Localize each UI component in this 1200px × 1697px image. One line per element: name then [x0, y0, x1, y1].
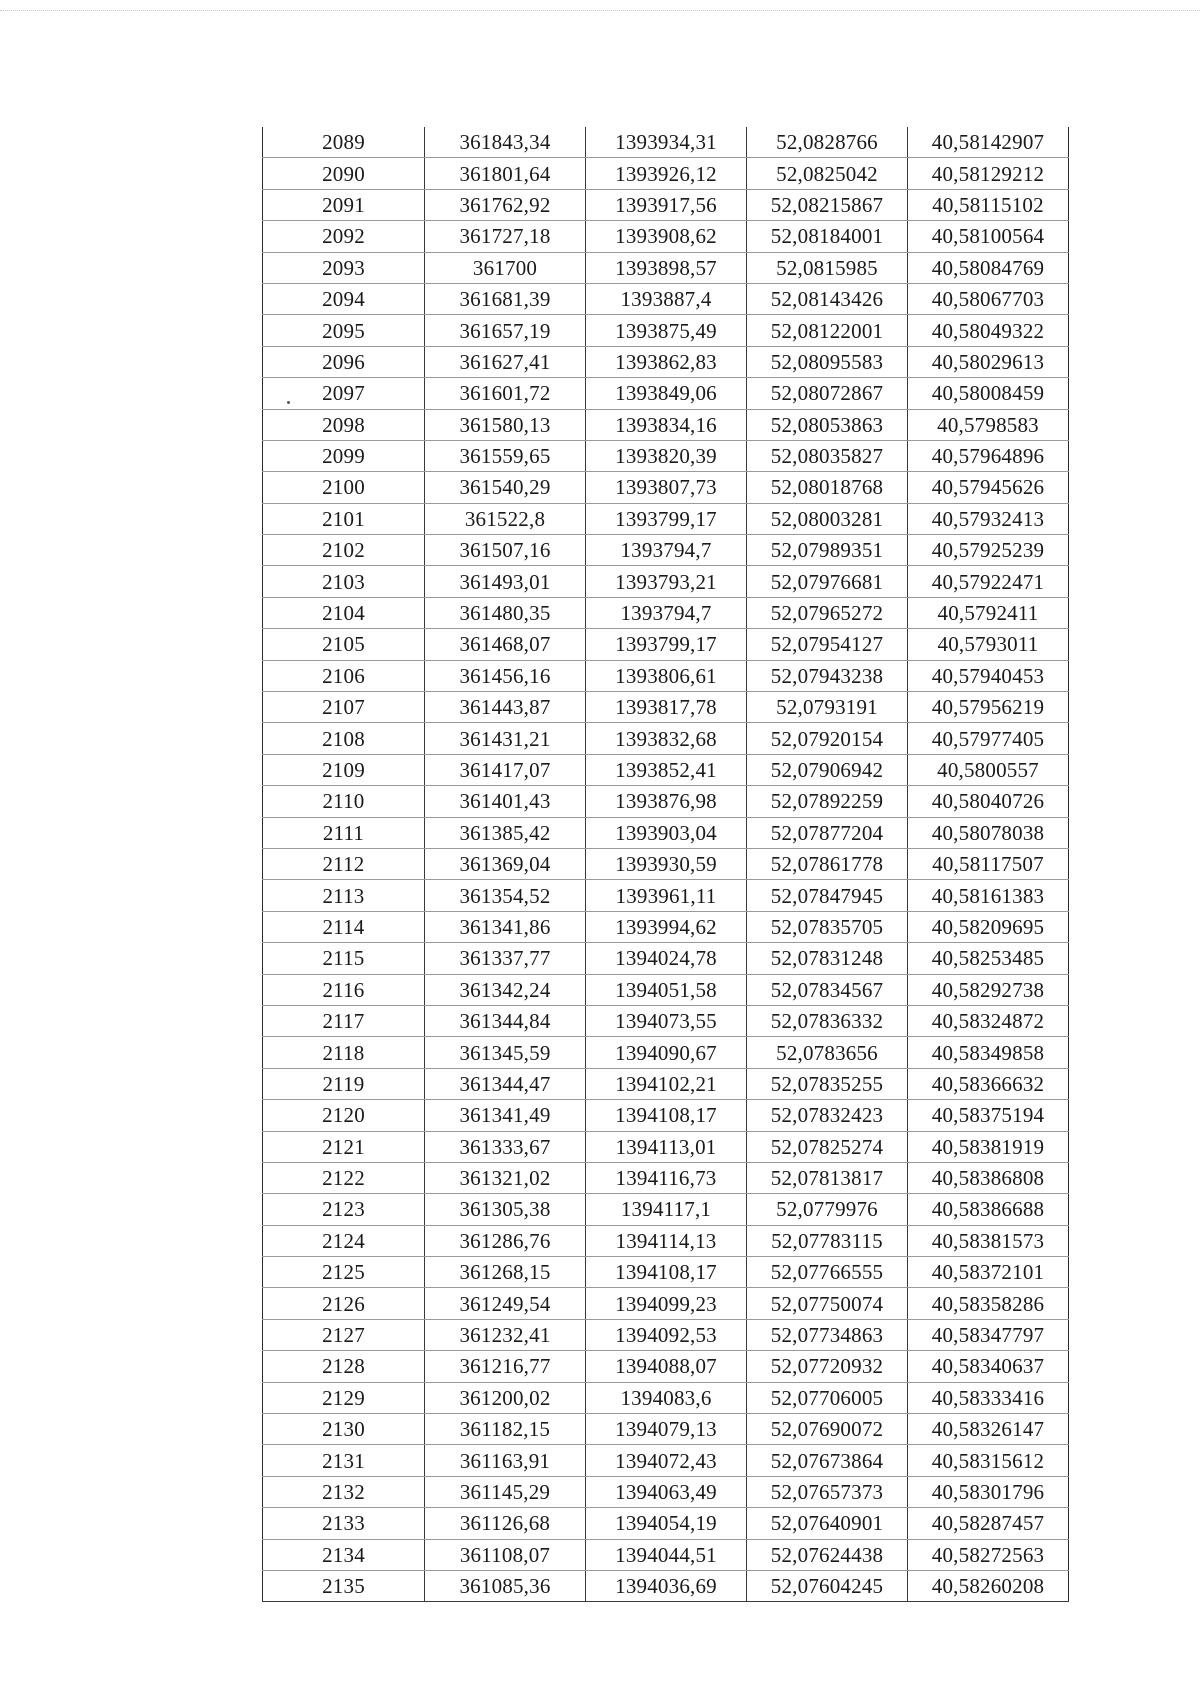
point-number-cell: 2127 [263, 1319, 425, 1350]
point-number-cell: 2102 [263, 535, 425, 566]
latitude-cell: 52,07989351 [747, 535, 908, 566]
x-coordinate-cell: 361456,16 [425, 660, 586, 691]
x-coordinate-cell: 361443,87 [425, 692, 586, 723]
longitude-cell: 40,58115102 [908, 189, 1069, 220]
table-row [263, 566, 1069, 597]
longitude-cell: 40,58049322 [908, 315, 1069, 346]
x-coordinate-cell: 361333,67 [425, 1131, 586, 1162]
point-number-cell: 2099 [263, 440, 425, 471]
table-row [263, 1131, 1069, 1162]
x-coordinate-cell: 361345,59 [425, 1037, 586, 1068]
table-row [263, 1068, 1069, 1099]
point-number-cell: 2133 [263, 1508, 425, 1539]
longitude-cell: 40,57945626 [908, 472, 1069, 503]
longitude-cell: 40,5800557 [908, 754, 1069, 785]
x-coordinate-cell: 361354,52 [425, 880, 586, 911]
longitude-cell: 40,58100564 [908, 221, 1069, 252]
x-coordinate-cell: 361417,07 [425, 754, 586, 785]
longitude-cell: 40,58209695 [908, 911, 1069, 942]
table-row [263, 1570, 1069, 1601]
x-coordinate-cell: 361268,15 [425, 1257, 586, 1288]
y-coordinate-cell: 1394108,17 [586, 1257, 747, 1288]
table-row [263, 503, 1069, 534]
latitude-cell: 52,08003281 [747, 503, 908, 534]
longitude-cell: 40,58366632 [908, 1068, 1069, 1099]
table-row [263, 1508, 1069, 1539]
longitude-cell: 40,58381919 [908, 1131, 1069, 1162]
longitude-cell: 40,58347797 [908, 1319, 1069, 1350]
y-coordinate-cell: 1393994,62 [586, 911, 747, 942]
point-number-cell: 2105 [263, 629, 425, 660]
latitude-cell: 52,07706005 [747, 1382, 908, 1413]
point-number-cell: 2094 [263, 283, 425, 314]
longitude-cell: 40,58142907 [908, 127, 1069, 158]
latitude-cell: 52,07835705 [747, 911, 908, 942]
x-coordinate-cell: 361843,34 [425, 127, 586, 158]
y-coordinate-cell: 1393799,17 [586, 629, 747, 660]
point-number-cell: 2100 [263, 472, 425, 503]
x-coordinate-cell: 361480,35 [425, 597, 586, 628]
point-number-cell: 2130 [263, 1414, 425, 1445]
latitude-cell: 52,07906942 [747, 754, 908, 785]
y-coordinate-cell: 1393862,83 [586, 346, 747, 377]
point-number-cell: 2129 [263, 1382, 425, 1413]
y-coordinate-cell: 1393794,7 [586, 535, 747, 566]
y-coordinate-cell: 1394083,6 [586, 1382, 747, 1413]
table-row [263, 629, 1069, 660]
x-coordinate-cell: 361342,24 [425, 974, 586, 1005]
table-row [263, 723, 1069, 754]
x-coordinate-cell: 361321,02 [425, 1162, 586, 1193]
table-row [263, 974, 1069, 1005]
longitude-cell: 40,5792411 [908, 597, 1069, 628]
point-number-cell: 2118 [263, 1037, 425, 1068]
table-row [263, 817, 1069, 848]
y-coordinate-cell: 1393917,56 [586, 189, 747, 220]
longitude-cell: 40,58067703 [908, 283, 1069, 314]
latitude-cell: 52,07624438 [747, 1539, 908, 1570]
longitude-cell: 40,58340637 [908, 1351, 1069, 1382]
y-coordinate-cell: 1393849,06 [586, 378, 747, 409]
point-number-cell: 2119 [263, 1068, 425, 1099]
table-row [263, 692, 1069, 723]
y-coordinate-cell: 1393875,49 [586, 315, 747, 346]
y-coordinate-cell: 1393852,41 [586, 754, 747, 785]
x-coordinate-cell: 361232,41 [425, 1319, 586, 1350]
point-number-cell: 2121 [263, 1131, 425, 1162]
latitude-cell: 52,08095583 [747, 346, 908, 377]
y-coordinate-cell: 1394044,51 [586, 1539, 747, 1570]
longitude-cell: 40,58008459 [908, 378, 1069, 409]
longitude-cell: 40,58386688 [908, 1194, 1069, 1225]
point-number-cell: 2107 [263, 692, 425, 723]
point-number-cell: 2135 [263, 1570, 425, 1601]
latitude-cell: 52,0815985 [747, 252, 908, 283]
table-row [263, 283, 1069, 314]
y-coordinate-cell: 1394036,69 [586, 1570, 747, 1601]
point-number-cell: 2095 [263, 315, 425, 346]
y-coordinate-cell: 1393817,78 [586, 692, 747, 723]
point-number-cell: 2125 [263, 1257, 425, 1288]
table-row [263, 378, 1069, 409]
latitude-cell: 52,07825274 [747, 1131, 908, 1162]
table-row [263, 409, 1069, 440]
x-coordinate-cell: 361085,36 [425, 1570, 586, 1601]
longitude-cell: 40,58315612 [908, 1445, 1069, 1476]
table-row [263, 1288, 1069, 1319]
point-number-cell: 2097 [263, 378, 425, 409]
table-row [263, 221, 1069, 252]
latitude-cell: 52,07976681 [747, 566, 908, 597]
point-number-cell: 2114 [263, 911, 425, 942]
latitude-cell: 52,07954127 [747, 629, 908, 660]
latitude-cell: 52,0793191 [747, 692, 908, 723]
x-coordinate-cell: 361126,68 [425, 1508, 586, 1539]
y-coordinate-cell: 1393887,4 [586, 283, 747, 314]
longitude-cell: 40,58078038 [908, 817, 1069, 848]
latitude-cell: 52,07831248 [747, 943, 908, 974]
point-number-cell: 2104 [263, 597, 425, 628]
table-row [263, 1037, 1069, 1068]
y-coordinate-cell: 1393806,61 [586, 660, 747, 691]
point-number-cell: 2134 [263, 1539, 425, 1570]
x-coordinate-cell: 361163,91 [425, 1445, 586, 1476]
point-number-cell: 2089 [263, 127, 425, 158]
y-coordinate-cell: 1393794,7 [586, 597, 747, 628]
x-coordinate-cell: 361200,02 [425, 1382, 586, 1413]
latitude-cell: 52,07832423 [747, 1100, 908, 1131]
table-row [263, 943, 1069, 974]
x-coordinate-cell: 361341,86 [425, 911, 586, 942]
latitude-cell: 52,07640901 [747, 1508, 908, 1539]
y-coordinate-cell: 1394117,1 [586, 1194, 747, 1225]
latitude-cell: 52,08215867 [747, 189, 908, 220]
longitude-cell: 40,57922471 [908, 566, 1069, 597]
table-row [263, 1351, 1069, 1382]
latitude-cell: 52,07604245 [747, 1570, 908, 1601]
y-coordinate-cell: 1393903,04 [586, 817, 747, 848]
latitude-cell: 52,0783656 [747, 1037, 908, 1068]
latitude-cell: 52,08018768 [747, 472, 908, 503]
table-row [263, 911, 1069, 942]
y-coordinate-cell: 1394024,78 [586, 943, 747, 974]
x-coordinate-cell: 361627,41 [425, 346, 586, 377]
table-row [263, 1445, 1069, 1476]
x-coordinate-cell: 361657,19 [425, 315, 586, 346]
point-number-cell: 2117 [263, 1005, 425, 1036]
latitude-cell: 52,07877204 [747, 817, 908, 848]
y-coordinate-cell: 1394102,21 [586, 1068, 747, 1099]
x-coordinate-cell: 361700 [425, 252, 586, 283]
latitude-cell: 52,07673864 [747, 1445, 908, 1476]
y-coordinate-cell: 1394116,73 [586, 1162, 747, 1193]
longitude-cell: 40,58333416 [908, 1382, 1069, 1413]
x-coordinate-cell: 361762,92 [425, 189, 586, 220]
y-coordinate-cell: 1393898,57 [586, 252, 747, 283]
y-coordinate-cell: 1394054,19 [586, 1508, 747, 1539]
latitude-cell: 52,07835255 [747, 1068, 908, 1099]
latitude-cell: 52,07892259 [747, 786, 908, 817]
longitude-cell: 40,58349858 [908, 1037, 1069, 1068]
y-coordinate-cell: 1393820,39 [586, 440, 747, 471]
y-coordinate-cell: 1394099,23 [586, 1288, 747, 1319]
table-row [263, 1225, 1069, 1256]
latitude-cell: 52,08072867 [747, 378, 908, 409]
y-coordinate-cell: 1393876,98 [586, 786, 747, 817]
point-number-cell: 2123 [263, 1194, 425, 1225]
x-coordinate-cell: 361507,16 [425, 535, 586, 566]
latitude-cell: 52,0779976 [747, 1194, 908, 1225]
latitude-cell: 52,07720932 [747, 1351, 908, 1382]
point-number-cell: 2124 [263, 1225, 425, 1256]
point-number-cell: 2126 [263, 1288, 425, 1319]
longitude-cell: 40,57925239 [908, 535, 1069, 566]
x-coordinate-cell: 361601,72 [425, 378, 586, 409]
y-coordinate-cell: 1393793,21 [586, 566, 747, 597]
latitude-cell: 52,07750074 [747, 1288, 908, 1319]
y-coordinate-cell: 1393834,16 [586, 409, 747, 440]
latitude-cell: 52,08053863 [747, 409, 908, 440]
longitude-cell: 40,58040726 [908, 786, 1069, 817]
longitude-cell: 40,57940453 [908, 660, 1069, 691]
longitude-cell: 40,57977405 [908, 723, 1069, 754]
latitude-cell: 52,08143426 [747, 283, 908, 314]
point-number-cell: 2092 [263, 221, 425, 252]
y-coordinate-cell: 1394114,13 [586, 1225, 747, 1256]
y-coordinate-cell: 1394063,49 [586, 1476, 747, 1507]
longitude-cell: 40,5798583 [908, 409, 1069, 440]
x-coordinate-cell: 361145,29 [425, 1476, 586, 1507]
point-number-cell: 2115 [263, 943, 425, 974]
coordinates-table-body [263, 127, 1069, 1602]
x-coordinate-cell: 361385,42 [425, 817, 586, 848]
table-row [263, 346, 1069, 377]
point-number-cell: 2101 [263, 503, 425, 534]
x-coordinate-cell: 361493,01 [425, 566, 586, 597]
x-coordinate-cell: 361182,15 [425, 1414, 586, 1445]
longitude-cell: 40,58287457 [908, 1508, 1069, 1539]
latitude-cell: 52,07813817 [747, 1162, 908, 1193]
table-row [263, 1194, 1069, 1225]
longitude-cell: 40,58272563 [908, 1539, 1069, 1570]
longitude-cell: 40,58301796 [908, 1476, 1069, 1507]
table-row [263, 127, 1069, 158]
x-coordinate-cell: 361522,8 [425, 503, 586, 534]
x-coordinate-cell: 361401,43 [425, 786, 586, 817]
longitude-cell: 40,58129212 [908, 158, 1069, 189]
coordinates-table [262, 127, 1069, 1602]
point-number-cell: 2132 [263, 1476, 425, 1507]
longitude-cell: 40,58358286 [908, 1288, 1069, 1319]
point-number-cell: 2111 [263, 817, 425, 848]
latitude-cell: 52,0828766 [747, 127, 908, 158]
table-row [263, 535, 1069, 566]
y-coordinate-cell: 1394090,67 [586, 1037, 747, 1068]
y-coordinate-cell: 1394073,55 [586, 1005, 747, 1036]
point-number-cell: 2093 [263, 252, 425, 283]
longitude-cell: 40,58324872 [908, 1005, 1069, 1036]
y-coordinate-cell: 1394051,58 [586, 974, 747, 1005]
x-coordinate-cell: 361801,64 [425, 158, 586, 189]
latitude-cell: 52,07657373 [747, 1476, 908, 1507]
longitude-cell: 40,58292738 [908, 974, 1069, 1005]
table-row [263, 754, 1069, 785]
table-row [263, 880, 1069, 911]
table-row [263, 660, 1069, 691]
point-number-cell: 2098 [263, 409, 425, 440]
table-row [263, 440, 1069, 471]
latitude-cell: 52,07861778 [747, 848, 908, 879]
table-row [263, 597, 1069, 628]
x-coordinate-cell: 361286,76 [425, 1225, 586, 1256]
x-coordinate-cell: 361108,07 [425, 1539, 586, 1570]
y-coordinate-cell: 1394088,07 [586, 1351, 747, 1382]
longitude-cell: 40,57956219 [908, 692, 1069, 723]
scan-edge-line [0, 10, 1200, 11]
x-coordinate-cell: 361216,77 [425, 1351, 586, 1382]
latitude-cell: 52,07690072 [747, 1414, 908, 1445]
x-coordinate-cell: 361341,49 [425, 1100, 586, 1131]
y-coordinate-cell: 1393908,62 [586, 221, 747, 252]
x-coordinate-cell: 361468,07 [425, 629, 586, 660]
point-number-cell: 2128 [263, 1351, 425, 1382]
longitude-cell: 40,58386808 [908, 1162, 1069, 1193]
y-coordinate-cell: 1394113,01 [586, 1131, 747, 1162]
latitude-cell: 52,07766555 [747, 1257, 908, 1288]
latitude-cell: 52,07847945 [747, 880, 908, 911]
longitude-cell: 40,57932413 [908, 503, 1069, 534]
table-row [263, 1319, 1069, 1350]
table-row [263, 1414, 1069, 1445]
point-number-cell: 2116 [263, 974, 425, 1005]
x-coordinate-cell: 361344,84 [425, 1005, 586, 1036]
table-row [263, 786, 1069, 817]
latitude-cell: 52,07943238 [747, 660, 908, 691]
latitude-cell: 52,08184001 [747, 221, 908, 252]
table-row [263, 1382, 1069, 1413]
x-coordinate-cell: 361559,65 [425, 440, 586, 471]
latitude-cell: 52,07834567 [747, 974, 908, 1005]
y-coordinate-cell: 1394079,13 [586, 1414, 747, 1445]
y-coordinate-cell: 1393926,12 [586, 158, 747, 189]
y-coordinate-cell: 1394072,43 [586, 1445, 747, 1476]
point-number-cell: 2110 [263, 786, 425, 817]
longitude-cell: 40,58161383 [908, 880, 1069, 911]
point-number-cell: 2109 [263, 754, 425, 785]
latitude-cell: 52,08035827 [747, 440, 908, 471]
latitude-cell: 52,07920154 [747, 723, 908, 754]
table-row [263, 158, 1069, 189]
y-coordinate-cell: 1393799,17 [586, 503, 747, 534]
x-coordinate-cell: 361727,18 [425, 221, 586, 252]
longitude-cell: 40,58326147 [908, 1414, 1069, 1445]
x-coordinate-cell: 361249,54 [425, 1288, 586, 1319]
point-number-cell: 2112 [263, 848, 425, 879]
longitude-cell: 40,57964896 [908, 440, 1069, 471]
point-number-cell: 2090 [263, 158, 425, 189]
latitude-cell: 52,07734863 [747, 1319, 908, 1350]
longitude-cell: 40,58084769 [908, 252, 1069, 283]
point-number-cell: 2108 [263, 723, 425, 754]
y-coordinate-cell: 1393934,31 [586, 127, 747, 158]
x-coordinate-cell: 361431,21 [425, 723, 586, 754]
point-number-cell: 2131 [263, 1445, 425, 1476]
table-row [263, 315, 1069, 346]
longitude-cell: 40,58029613 [908, 346, 1069, 377]
point-number-cell: 2091 [263, 189, 425, 220]
longitude-cell: 40,5793011 [908, 629, 1069, 660]
longitude-cell: 40,58381573 [908, 1225, 1069, 1256]
table-row [263, 848, 1069, 879]
table-row [263, 1476, 1069, 1507]
table-row [263, 1162, 1069, 1193]
x-coordinate-cell: 361344,47 [425, 1068, 586, 1099]
y-coordinate-cell: 1393832,68 [586, 723, 747, 754]
table-row [263, 252, 1069, 283]
latitude-cell: 52,07836332 [747, 1005, 908, 1036]
x-coordinate-cell: 361369,04 [425, 848, 586, 879]
longitude-cell: 40,58253485 [908, 943, 1069, 974]
table-row [263, 472, 1069, 503]
longitude-cell: 40,58375194 [908, 1100, 1069, 1131]
y-coordinate-cell: 1393930,59 [586, 848, 747, 879]
x-coordinate-cell: 361540,29 [425, 472, 586, 503]
table-row [263, 1100, 1069, 1131]
point-number-cell: 2106 [263, 660, 425, 691]
longitude-cell: 40,58117507 [908, 848, 1069, 879]
y-coordinate-cell: 1394092,53 [586, 1319, 747, 1350]
longitude-cell: 40,58372101 [908, 1257, 1069, 1288]
point-number-cell: 2122 [263, 1162, 425, 1193]
latitude-cell: 52,0825042 [747, 158, 908, 189]
point-number-cell: 2103 [263, 566, 425, 597]
y-coordinate-cell: 1393961,11 [586, 880, 747, 911]
table-row [263, 1005, 1069, 1036]
table-row [263, 1257, 1069, 1288]
y-coordinate-cell: 1394108,17 [586, 1100, 747, 1131]
x-coordinate-cell: 361305,38 [425, 1194, 586, 1225]
x-coordinate-cell: 361580,13 [425, 409, 586, 440]
latitude-cell: 52,07965272 [747, 597, 908, 628]
point-number-cell: 2096 [263, 346, 425, 377]
latitude-cell: 52,07783115 [747, 1225, 908, 1256]
y-coordinate-cell: 1393807,73 [586, 472, 747, 503]
latitude-cell: 52,08122001 [747, 315, 908, 346]
x-coordinate-cell: 361681,39 [425, 283, 586, 314]
point-number-cell: 2120 [263, 1100, 425, 1131]
table-row [263, 189, 1069, 220]
x-coordinate-cell: 361337,77 [425, 943, 586, 974]
table-row [263, 1539, 1069, 1570]
longitude-cell: 40,58260208 [908, 1570, 1069, 1601]
point-number-cell: 2113 [263, 880, 425, 911]
